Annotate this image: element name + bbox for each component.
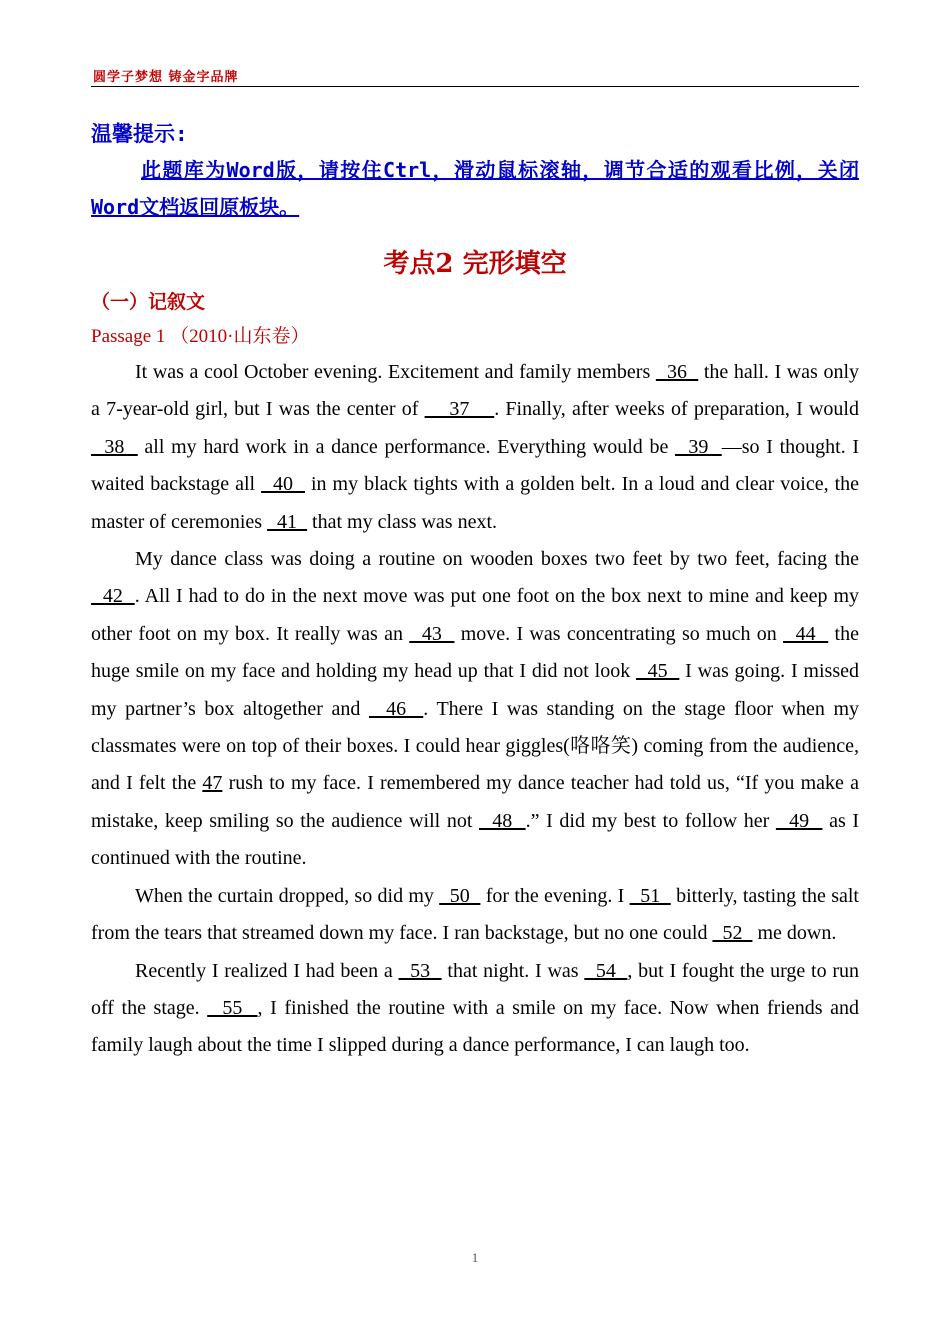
text-run: that night. I was <box>441 959 585 982</box>
cloze-blank: 50 <box>439 884 481 907</box>
text-run: that my class was next. <box>307 510 498 533</box>
text-run: me down. <box>752 922 837 945</box>
page-title: 考点2 完形填空 <box>383 249 567 279</box>
cloze-blank: 48 <box>479 809 526 832</box>
text-run: rush to my face. I remembered my dance teacher had told us, “If you make a mistake, keep smiling so the audience will not <box>91 772 859 832</box>
cloze-blank: 37 <box>424 398 495 421</box>
text-run: as I continued with the routine. <box>91 809 860 870</box>
text-run: , but I fought the urge to run off the stage. <box>91 959 860 1019</box>
text-run: all my hard work in a dance performance. Everything would be <box>137 435 676 458</box>
paragraph <box>91 953 859 1065</box>
text-run: . There I was standing on the stage floor when my classmates were on top of their boxes. I could hear giggles(咯咯笑) coming from the audience, and I felt the <box>91 697 860 795</box>
cloze-blank: 54 <box>584 959 628 982</box>
passage-body <box>91 354 859 1065</box>
header-slogan: 圆学子梦想 铸金字品牌 <box>93 70 239 85</box>
tip-title: 温馨提示: <box>91 122 188 146</box>
cloze-blank: 42 <box>91 585 135 608</box>
text-run: I was going. I missed my partner’s box altogether and <box>91 660 859 720</box>
text-run: . All I had to do in the next move was put one foot on the box next to mine and keep my other foot on my box. It really was an <box>91 585 860 645</box>
text-run: bitterly, tasting the salt from the tears that streamed down my face. I ran backstage, but no one could <box>91 884 859 945</box>
cloze-blank: 44 <box>783 622 829 645</box>
paragraph <box>91 354 859 541</box>
cloze-blank: 45 <box>636 660 680 683</box>
section-heading: （一）记叙文 <box>91 291 206 313</box>
text-run: for the evening. I <box>480 884 630 907</box>
cloze-blank: 52 <box>712 922 753 945</box>
text-run: the huge smile on my face and holding my head up that I did not look <box>91 622 859 683</box>
cloze-blank: 49 <box>775 809 823 832</box>
text-run: It was a cool October evening. Excitement and family members <box>135 361 656 383</box>
text-run: in my black tights with a golden belt. In a loud and clear voice, the master of ceremonies <box>91 473 860 533</box>
cloze-blank: 53 <box>398 959 442 982</box>
text-run: move. I was concentrating so much on <box>454 622 784 645</box>
cloze-blank: 55 <box>207 996 258 1019</box>
text-run: .” I did my best to follow her <box>525 809 776 832</box>
text-run: When the curtain dropped, so did my <box>135 884 440 907</box>
paragraph <box>91 541 859 878</box>
paragraph <box>91 878 859 953</box>
text-run: . Finally, after weeks of preparation, I would <box>494 398 859 421</box>
passage-heading: Passage 1 （2010·山东卷） <box>91 326 310 347</box>
cloze-blank: 46 <box>368 697 424 720</box>
page-header <box>91 64 859 87</box>
cloze-blank: 36 <box>655 361 699 383</box>
cloze-blank: 40 <box>261 473 306 496</box>
cloze-blank: 47 <box>202 772 223 795</box>
text-run: My dance class was doing a routine on wooden boxes two feet by two feet, facing the <box>135 548 859 571</box>
text-run: , I finished the routine with a smile on my face. Now when friends and family laugh about the time I slipped during a dance performance, I can laugh too. <box>91 996 859 1057</box>
text-run: —so I thought. I waited backstage all <box>91 435 860 496</box>
text-run: the hall. I was only a 7-year-old girl, but I was the center of <box>91 361 859 421</box>
cloze-blank: 43 <box>409 622 455 645</box>
cloze-blank: 51 <box>629 884 671 907</box>
page-number: 1 <box>471 1250 479 1265</box>
text-run: Recently I realized I had been a <box>135 959 399 982</box>
cloze-blank: 39 <box>675 435 722 458</box>
cloze-blank: 41 <box>267 510 308 533</box>
tip-link[interactable]: 此题库为Word版，请按住Ctrl，滑动鼠标滚轴，调节合适的观看比例，关闭Word文档返回原板块。 <box>91 158 859 219</box>
cloze-blank: 38 <box>91 435 138 458</box>
